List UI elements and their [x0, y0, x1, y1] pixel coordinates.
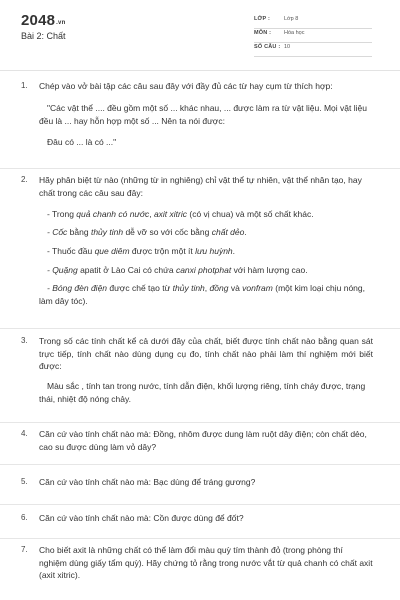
- question-prompt: Cho biết axit là những chất có thể làm đổi màu quỳ tím thành đỏ (trong phòng thí nghiệm dùng giấy tẩm quỳ). Hãy chứng tỏ rằng trong nước vắt từ quả chanh có chất axit (axit xitric).: [39, 545, 373, 580]
- meta-row-count: [254, 42, 372, 57]
- logo-text: 2048: [21, 12, 56, 29]
- question-7: [0, 538, 400, 600]
- question-5: [0, 464, 400, 505]
- meta-value-grade: Lớp 8: [284, 16, 299, 22]
- question-prompt: Căn cứ vào tính chất nào mà: Bạc dùng để tráng gương?: [39, 477, 256, 487]
- question-prompt: Căn cứ vào tính chất nào mà: Đồng, nhôm được dung làm ruột dây điện; còn chất dẻo, cao su được dùng làm vỏ dây?: [39, 429, 367, 452]
- question-quote: "Các vật thể .... đều gồm một số ... khác nhau, ... được làm ra từ vật liệu. Mọi vật liệu đều là ... hay hỗn hợp một số ... Nên ta nói được:: [39, 103, 367, 126]
- lesson-title: Bài 2: Chất: [21, 31, 66, 41]
- question-answer-text: Màu sắc , tính tan trong nước, tính dẫn điện, khối lượng riêng, tính cháy được, trạng thái, nhiệt độ nóng chảy.: [39, 381, 366, 404]
- question-2: [0, 168, 400, 329]
- logo-tld: .vn: [56, 20, 66, 26]
- meta-row-grade: [254, 14, 372, 29]
- list-item: - Bóng đèn điện được chế tạo từ thủy tinh, đồng và vonfram (một kim loại chịu nóng, làm dây tóc).: [39, 283, 365, 306]
- question-quote-end: Đâu có ... là có ...": [47, 137, 117, 147]
- question-prompt: Chép vào vở bài tập các câu sau đây với đầy đủ các từ hay cụm từ thích hợp:: [39, 81, 333, 91]
- meta-value-subject: Hóa học: [284, 30, 305, 36]
- site-logo[interactable]: [21, 12, 65, 29]
- question-prompt: Căn cứ vào tính chất nào mà: Cồn được dùng để đốt?: [39, 513, 244, 523]
- meta-key-grade: LỚP :: [254, 16, 270, 22]
- question-number: 5.: [21, 477, 28, 486]
- list-item: - Quặng apatit ở Lào Cai có chứa canxi photphat với hàm lượng cao.: [47, 265, 308, 275]
- question-6: [0, 504, 400, 539]
- question-number: 2.: [21, 175, 28, 184]
- question-4: [0, 422, 400, 465]
- question-prompt: Trong số các tính chất kể cả dưới đây của chất, biết được tính chất nào bằng quan sát trực tiếp, tính chất nào dùng dụng cụ đo, tính chất nào phải làm thí nghiệm mới biết được:: [39, 336, 373, 371]
- question-number: 6.: [21, 513, 28, 522]
- question-number: 7.: [21, 545, 28, 554]
- meta-key-subject: MÔN :: [254, 30, 272, 36]
- question-1: [0, 70, 400, 169]
- meta-row-subject: [254, 28, 372, 43]
- question-3: [0, 328, 400, 423]
- question-prompt: Hãy phân biệt từ nào (những từ in nghiêng) chỉ vật thể tự nhiên, vật thể nhân tạo, hay chất trong các câu sau đây:: [39, 175, 362, 198]
- meta-value-count: 10: [284, 44, 291, 50]
- list-item: - Cốc bằng thủy tinh dễ vỡ so với cốc bằng chất dẻo.: [47, 227, 247, 237]
- list-item: - Trong quả chanh có nước, axit xitric (có vị chua) và một số chất khác.: [47, 209, 314, 219]
- list-item: - Thuốc đầu que diêm được trộn một ít lưu huỳnh.: [47, 246, 236, 256]
- meta-key-count: SỐ CÂU :: [254, 44, 281, 50]
- question-number: 1.: [21, 81, 28, 90]
- worksheet-header: [0, 0, 400, 71]
- question-number: 4.: [21, 429, 28, 438]
- question-number: 3.: [21, 336, 28, 345]
